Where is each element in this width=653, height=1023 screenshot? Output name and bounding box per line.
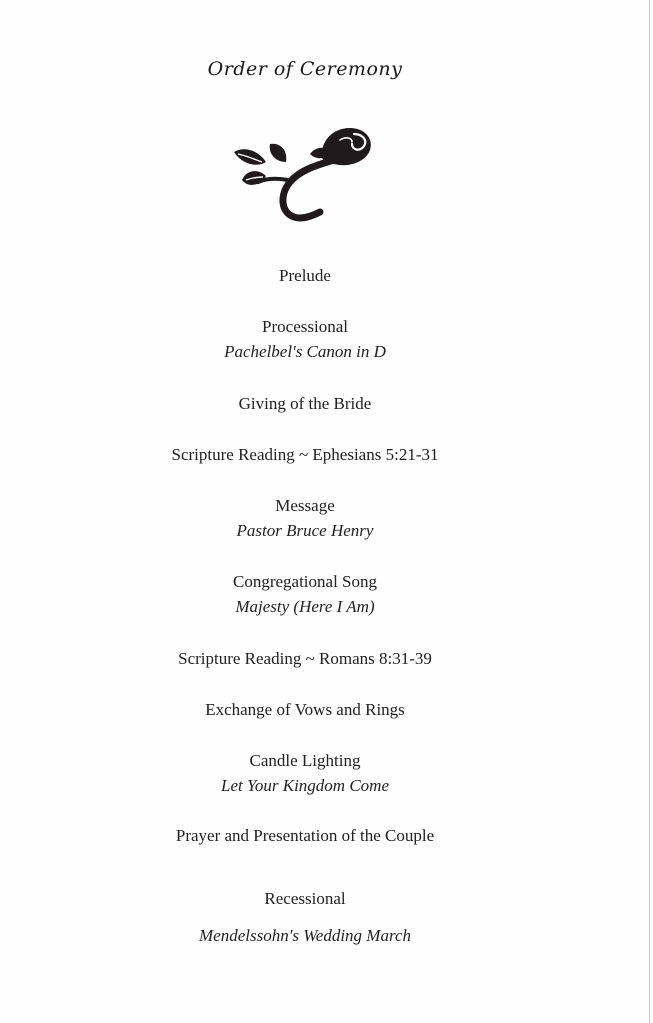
- ceremony-item-title: Scripture Reading ~ Ephesians 5:21-31: [171, 445, 439, 464]
- rose-icon: [222, 120, 382, 230]
- ceremony-item-detail: Mendelssohn's Wedding March: [198, 926, 412, 945]
- ceremony-item-title: Prayer and Presentation of the Couple: [175, 826, 435, 845]
- ceremony-item-title: Scripture Reading ~ Romans 8:31-39: [178, 649, 432, 668]
- ceremony-item-title: Congregational Song: [232, 572, 377, 591]
- page-edge-divider: [649, 0, 650, 1023]
- ceremony-item-title: Exchange of Vows and Rings: [205, 700, 405, 719]
- ceremony-item-detail: Pachelbel's Canon in D: [224, 342, 386, 361]
- ceremony-item-title: Candle Lighting: [249, 751, 361, 770]
- ceremony-item-title: Prelude: [279, 266, 331, 285]
- ceremony-item-title: Processional: [262, 317, 348, 336]
- ceremony-item-title: Giving of the Bride: [238, 394, 372, 413]
- ceremony-item-title: Recessional: [264, 889, 346, 908]
- ceremony-item-detail: Let Your Kingdom Come: [221, 776, 389, 795]
- ceremony-item-detail: Pastor Bruce Henry: [236, 521, 374, 540]
- ceremony-item-detail: Majesty (Here I Am): [235, 597, 375, 616]
- ceremony-item-title: Message: [275, 496, 335, 515]
- program-title: Order of Ceremony: [207, 58, 403, 80]
